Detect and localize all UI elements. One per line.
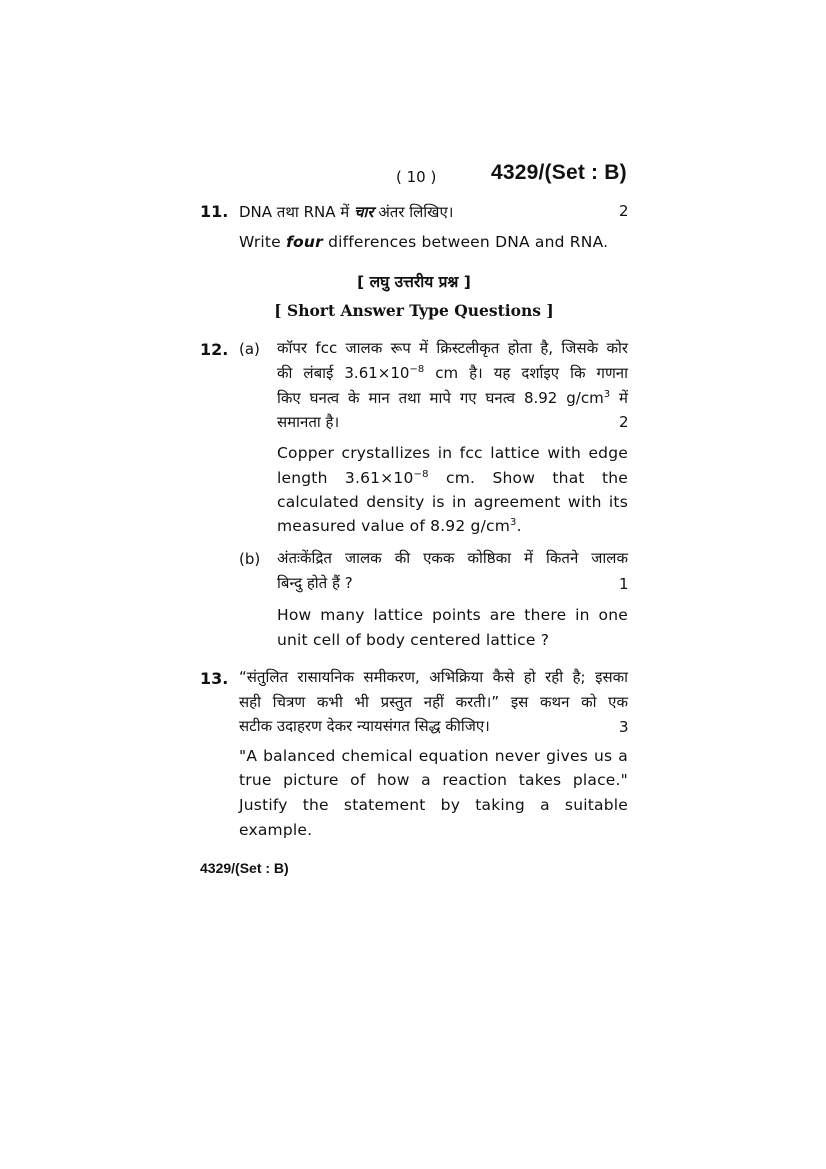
paper-code-header: 4329/(Set : B) [491,161,627,184]
question-12a-marks: 2 [619,413,629,431]
question-12a-english-line-1: Copper crystallizes in fcc lattice with edge [277,444,628,462]
question-11-english: Write four differences between DNA and RNA. [239,233,609,251]
question-13-number: 13. [200,669,229,688]
question-11-hindi: DNA तथा RNA में चार अंतर लिखिए। [239,203,454,221]
question-12b-label: (b) [239,550,261,568]
question-12a-hindi-line-1: कॉपर fcc जालक रूप में क्रिस्टलीकृत होता है, जिसके कोर [277,339,628,357]
question-13-hindi-line-3: सटीक उदाहरण देकर न्यायसंगत सिद्ध कीजिए। [239,717,490,735]
question-13-english-line-1: "A balanced chemical equation never gives us a [239,747,628,765]
question-12b-marks: 1 [619,575,629,593]
question-12b-english-line-1: How many lattice points are there in one [277,606,628,624]
question-13-english-line-3: Justify the statement by taking a suitable [239,796,628,814]
question-12a-label: (a) [239,340,260,358]
section-heading-hindi: [ लघु उत्तरीय प्रश्न ] [357,273,471,291]
question-12a-english-line-4: measured value of 8.92 $g/cm^3$. [277,516,522,535]
question-12b-hindi-line-1: अंतःकेंद्रित जालक की एकक कोष्ठिका में कितने जालक [277,549,628,567]
question-12a-english-line-2: length $3.61\times 10^{-8}$ cm. Show that the [277,468,629,487]
question-12b-hindi-line-2: बिन्दु होते हैं ? [277,574,353,592]
question-13-hindi-line-2: सही चित्रण कभी भी प्रस्तुत नहीं करती।” इस कथन को एक [239,693,628,711]
question-13-english-line-4: example. [239,821,313,839]
question-12a-hindi-line-4: समानता है। [277,413,340,431]
question-12a-hindi-line-2: की लंबाई $3.61\times 10^{-8}$ cm है। यह दर्शाइए कि गणना [277,364,628,382]
question-11-marks: 2 [619,202,629,220]
question-11-number: 11. [200,202,229,221]
question-13-marks: 3 [619,718,629,736]
question-12-number: 12. [200,340,229,359]
section-heading-english: [ Short Answer Type Questions ] [274,301,554,320]
question-13-english-line-2: true picture of how a reaction takes place." [239,771,628,789]
question-12b-english-line-2: unit cell of body centered lattice ? [277,631,550,649]
question-12a-hindi-line-3: किए घनत्व के मान तथा मापे गए घनत्व 8.92 $g/cm^3$ में [277,389,628,407]
question-13-hindi-line-1: “संतुलित रासायनिक समीकरण, अभिक्रिया कैसे हो रही है; इसका [239,668,628,686]
question-12a-english-line-3: calculated density is in agreement with its [277,493,628,511]
paper-code-footer: 4329/(Set : B) [200,860,289,876]
page-number: ( 10 ) [396,168,437,186]
